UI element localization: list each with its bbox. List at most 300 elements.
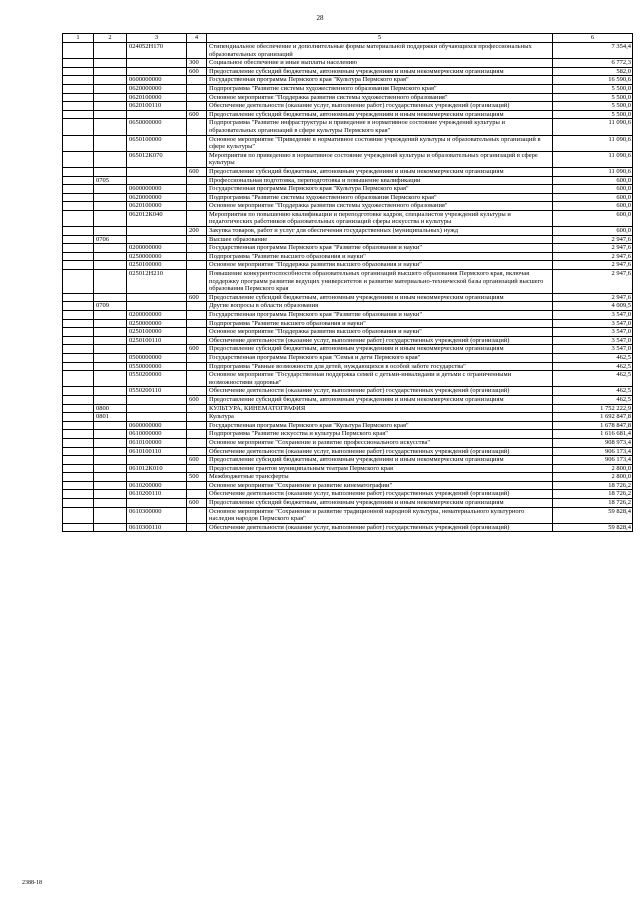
- table-row: [63, 456, 633, 465]
- section-code-cell: [63, 507, 94, 523]
- table-row: [63, 135, 633, 151]
- description-cell: Подпрограмма "Развитие инфраструктуры и приведение в нормативное состояние учреждений культуры и образовательных организаций в сфере культуры Пермского края": [207, 119, 553, 135]
- subsection-code-cell: [94, 421, 127, 430]
- amount-cell: 600,0: [553, 202, 633, 211]
- expense-type-cell: [187, 185, 207, 194]
- amount-cell: 2 947,6: [553, 244, 633, 253]
- target-article-cell: 0620100110: [127, 102, 187, 111]
- amount-cell: 462,5: [553, 362, 633, 371]
- table-row: [63, 430, 633, 439]
- expense-type-cell: 600: [187, 293, 207, 302]
- amount-cell: 2 947,6: [553, 261, 633, 270]
- subsection-code-cell: [94, 119, 127, 135]
- section-code-cell: [63, 202, 94, 211]
- footer-code: 2388-18: [22, 880, 42, 886]
- amount-cell: 906 173,4: [553, 456, 633, 465]
- section-code-cell: [63, 481, 94, 490]
- subsection-code-cell: [94, 135, 127, 151]
- header-cell: 1: [63, 34, 94, 43]
- expense-type-cell: [187, 481, 207, 490]
- section-code-cell: [63, 447, 94, 456]
- subsection-code-cell: [94, 227, 127, 236]
- target-article-cell: [127, 67, 187, 76]
- section-code-cell: [63, 336, 94, 345]
- expense-type-cell: [187, 84, 207, 93]
- expense-type-cell: [187, 311, 207, 320]
- amount-cell: 2 947,6: [553, 235, 633, 244]
- expense-type-cell: [187, 302, 207, 311]
- target-article-cell: 024052Н170: [127, 43, 187, 59]
- subsection-code-cell: [94, 464, 127, 473]
- description-cell: Государственная программа Пермского края "Культура Пермского края": [207, 421, 553, 430]
- table-row: [63, 473, 633, 482]
- target-article-cell: 0550200110: [127, 387, 187, 396]
- table-row: [63, 110, 633, 119]
- description-cell: Обеспечение деятельности (оказание услуг, выполнение работ) государственных учреждений (организаций): [207, 336, 553, 345]
- subsection-code-cell: [94, 252, 127, 261]
- table-row: [63, 481, 633, 490]
- header-cell: 5: [207, 34, 553, 43]
- expense-type-cell: [187, 490, 207, 499]
- section-code-cell: [63, 76, 94, 85]
- table-row: [63, 447, 633, 456]
- table-row: [63, 395, 633, 404]
- table-row: [63, 404, 633, 413]
- table-row: [63, 499, 633, 508]
- amount-cell: 600,0: [553, 185, 633, 194]
- subsection-code-cell: 0709: [94, 302, 127, 311]
- amount-cell: 59 828,4: [553, 523, 633, 532]
- description-cell: Подпрограмма "Равные возможности для детей, нуждающихся в особой заботе государства": [207, 362, 553, 371]
- description-cell: Социальное обеспечение и иные выплаты населению: [207, 59, 553, 68]
- expense-type-cell: [187, 447, 207, 456]
- section-code-cell: [63, 302, 94, 311]
- description-cell: Высшее образование: [207, 235, 553, 244]
- description-cell: Предоставление субсидий бюджетным, автономным учреждениям и иным некоммерческим организациям: [207, 167, 553, 176]
- amount-cell: 1 692 847,8: [553, 413, 633, 422]
- target-article-cell: 0610100000: [127, 438, 187, 447]
- target-article-cell: 0200000000: [127, 311, 187, 320]
- expense-type-cell: [187, 244, 207, 253]
- expense-type-cell: [187, 430, 207, 439]
- subsection-code-cell: [94, 151, 127, 167]
- description-cell: Межбюджетные трансферты: [207, 473, 553, 482]
- section-code-cell: [63, 473, 94, 482]
- target-article-cell: [127, 456, 187, 465]
- section-code-cell: [63, 244, 94, 253]
- description-cell: Обеспечение деятельности (оказание услуг, выполнение работ) государственных учреждений (организаций): [207, 523, 553, 532]
- subsection-code-cell: [94, 353, 127, 362]
- target-article-cell: 0250000000: [127, 319, 187, 328]
- description-cell: Подпрограмма "Развитие системы художественного образования Пермского края": [207, 84, 553, 93]
- target-article-cell: 0610300000: [127, 507, 187, 523]
- description-cell: Предоставление субсидий бюджетным, автономным учреждениям и иным некоммерческим организациям: [207, 110, 553, 119]
- expense-type-cell: 600: [187, 345, 207, 354]
- amount-cell: 3 547,0: [553, 311, 633, 320]
- description-cell: Основное мероприятие "Приведение в нормативное состояние учреждений культуры и образовательных организаций в сфере культуры": [207, 135, 553, 151]
- table-row: [63, 353, 633, 362]
- target-article-cell: 0620000000: [127, 84, 187, 93]
- target-article-cell: 0610200000: [127, 481, 187, 490]
- amount-cell: 3 547,0: [553, 336, 633, 345]
- amount-cell: 600,0: [553, 227, 633, 236]
- amount-cell: 600,0: [553, 176, 633, 185]
- amount-cell: 462,5: [553, 371, 633, 387]
- target-article-cell: 0650000000: [127, 119, 187, 135]
- expense-type-cell: [187, 252, 207, 261]
- subsection-code-cell: [94, 395, 127, 404]
- table-row: [63, 176, 633, 185]
- amount-cell: 6 772,3: [553, 59, 633, 68]
- subsection-code-cell: [94, 490, 127, 499]
- description-cell: Профессиональная подготовка, переподготовка и повышение квалификации: [207, 176, 553, 185]
- section-code-cell: [63, 135, 94, 151]
- amount-cell: 16 590,6: [553, 76, 633, 85]
- description-cell: Государственная программа Пермского края "Развитие образования и науки": [207, 311, 553, 320]
- section-code-cell: [63, 261, 94, 270]
- table-row: [63, 59, 633, 68]
- amount-cell: 11 090,6: [553, 167, 633, 176]
- amount-cell: 1 616 681,4: [553, 430, 633, 439]
- subsection-code-cell: [94, 371, 127, 387]
- subsection-code-cell: 0800: [94, 404, 127, 413]
- subsection-code-cell: [94, 202, 127, 211]
- expense-type-cell: [187, 135, 207, 151]
- expense-type-cell: [187, 176, 207, 185]
- expense-type-cell: [187, 523, 207, 532]
- expense-type-cell: [187, 438, 207, 447]
- target-article-cell: [127, 302, 187, 311]
- table-row: [63, 67, 633, 76]
- table-row: [63, 464, 633, 473]
- section-code-cell: [63, 371, 94, 387]
- description-cell: Основное мероприятие "Сохранение и развитие традиционной народной культуры, нематериального культурного наследия народов Пермского края": [207, 507, 553, 523]
- description-cell: Обеспечение деятельности (оказание услуг, выполнение работ) государственных учреждений (организаций): [207, 490, 553, 499]
- amount-cell: 2 947,6: [553, 252, 633, 261]
- table-row: [63, 413, 633, 422]
- section-code-cell: [63, 84, 94, 93]
- table-row: [63, 185, 633, 194]
- target-article-cell: [127, 473, 187, 482]
- expense-type-cell: [187, 235, 207, 244]
- expense-type-cell: [187, 362, 207, 371]
- description-cell: Подпрограмма "Развитие системы художественного образования Пермского края": [207, 193, 553, 202]
- section-code-cell: [63, 59, 94, 68]
- table-row: [63, 252, 633, 261]
- table-row: [63, 371, 633, 387]
- description-cell: Мероприятия по повышению квалификации и переподготовке кадров, специалистов учреждений культуры и педагогических работников образовательных организаций сферы искусства и культуры: [207, 210, 553, 226]
- header-row: [63, 34, 633, 43]
- target-article-cell: 0610300110: [127, 523, 187, 532]
- table-row: [63, 421, 633, 430]
- section-code-cell: [63, 319, 94, 328]
- target-article-cell: [127, 345, 187, 354]
- subsection-code-cell: [94, 481, 127, 490]
- section-code-cell: [63, 430, 94, 439]
- subsection-code-cell: [94, 43, 127, 59]
- subsection-code-cell: [94, 210, 127, 226]
- subsection-code-cell: [94, 430, 127, 439]
- target-article-cell: [127, 167, 187, 176]
- target-article-cell: [127, 59, 187, 68]
- expense-type-cell: [187, 319, 207, 328]
- expense-type-cell: [187, 507, 207, 523]
- description-cell: Предоставление субсидий бюджетным, автономным учреждениям и иным некоммерческим организациям: [207, 395, 553, 404]
- table-row: [63, 235, 633, 244]
- target-article-cell: 0550000000: [127, 362, 187, 371]
- subsection-code-cell: [94, 84, 127, 93]
- amount-cell: 59 828,4: [553, 507, 633, 523]
- expense-type-cell: 600: [187, 456, 207, 465]
- description-cell: Основное мероприятие "Поддержка развития системы художественного образования": [207, 202, 553, 211]
- expense-type-cell: [187, 336, 207, 345]
- section-code-cell: [63, 185, 94, 194]
- target-article-cell: 0620000000: [127, 193, 187, 202]
- section-code-cell: [63, 523, 94, 532]
- section-code-cell: [63, 395, 94, 404]
- table-row: [63, 523, 633, 532]
- subsection-code-cell: [94, 507, 127, 523]
- subsection-code-cell: [94, 311, 127, 320]
- description-cell: Обеспечение деятельности (оказание услуг, выполнение работ) государственных учреждений (организаций): [207, 102, 553, 111]
- section-code-cell: [63, 499, 94, 508]
- table-row: [63, 270, 633, 294]
- expense-type-cell: [187, 119, 207, 135]
- target-article-cell: [127, 110, 187, 119]
- section-code-cell: [63, 176, 94, 185]
- subsection-code-cell: [94, 167, 127, 176]
- expense-type-cell: 600: [187, 499, 207, 508]
- subsection-code-cell: [94, 193, 127, 202]
- table-row: [63, 76, 633, 85]
- table-row: [63, 336, 633, 345]
- subsection-code-cell: [94, 76, 127, 85]
- description-cell: Обеспечение деятельности (оказание услуг, выполнение работ) государственных учреждений (организаций): [207, 387, 553, 396]
- subsection-code-cell: [94, 261, 127, 270]
- expense-type-cell: [187, 43, 207, 59]
- target-article-cell: 062012К040: [127, 210, 187, 226]
- table-row: [63, 507, 633, 523]
- description-cell: Основное мероприятие "Поддержка развития системы художественного образования": [207, 93, 553, 102]
- expense-type-cell: [187, 387, 207, 396]
- amount-cell: 5 500,0: [553, 102, 633, 111]
- section-code-cell: [63, 464, 94, 473]
- subsection-code-cell: [94, 328, 127, 337]
- table-row: [63, 210, 633, 226]
- description-cell: Государственная программа Пермского края "Культура Пермского края": [207, 185, 553, 194]
- expense-type-cell: [187, 151, 207, 167]
- amount-cell: 4 009,5: [553, 302, 633, 311]
- expense-type-cell: [187, 353, 207, 362]
- description-cell: Мероприятия по приведению в нормативное состояние учреждений культуры и образовательных организаций в сфере культуры: [207, 151, 553, 167]
- section-code-cell: [63, 270, 94, 294]
- subsection-code-cell: [94, 345, 127, 354]
- section-code-cell: [63, 210, 94, 226]
- subsection-code-cell: [94, 447, 127, 456]
- target-article-cell: 0250100110: [127, 336, 187, 345]
- header-cell: 3: [127, 34, 187, 43]
- subsection-code-cell: [94, 270, 127, 294]
- table-row: [63, 387, 633, 396]
- amount-cell: 2 947,6: [553, 293, 633, 302]
- subsection-code-cell: [94, 473, 127, 482]
- target-article-cell: 065012К070: [127, 151, 187, 167]
- section-code-cell: [63, 93, 94, 102]
- section-code-cell: [63, 167, 94, 176]
- description-cell: Предоставление грантов муниципальным театрам Пермского края: [207, 464, 553, 473]
- target-article-cell: 0200000000: [127, 244, 187, 253]
- target-article-cell: 0250100000: [127, 261, 187, 270]
- expense-type-cell: 500: [187, 473, 207, 482]
- expense-type-cell: 600: [187, 167, 207, 176]
- amount-cell: 462,5: [553, 395, 633, 404]
- amount-cell: 18 726,2: [553, 490, 633, 499]
- description-cell: Культура: [207, 413, 553, 422]
- target-article-cell: 0600000000: [127, 185, 187, 194]
- expense-type-cell: [187, 371, 207, 387]
- description-cell: Основное мероприятие "Поддержка развития высшего образования и науки": [207, 261, 553, 270]
- section-code-cell: [63, 413, 94, 422]
- description-cell: Основное мероприятие "Сохранение и развитие кинематографии": [207, 481, 553, 490]
- subsection-code-cell: [94, 319, 127, 328]
- section-code-cell: [63, 387, 94, 396]
- subsection-code-cell: [94, 110, 127, 119]
- expense-type-cell: [187, 421, 207, 430]
- amount-cell: 2 800,0: [553, 464, 633, 473]
- expense-type-cell: [187, 93, 207, 102]
- description-cell: Предоставление субсидий бюджетным, автономным учреждениям и иным некоммерческим организациям: [207, 499, 553, 508]
- table-row: [63, 293, 633, 302]
- expense-type-cell: 200: [187, 227, 207, 236]
- section-code-cell: [63, 438, 94, 447]
- header-cell: 4: [187, 34, 207, 43]
- amount-cell: 582,0: [553, 67, 633, 76]
- section-code-cell: [63, 293, 94, 302]
- section-code-cell: [63, 43, 94, 59]
- description-cell: Стипендиальное обеспечение и дополнительные формы материальной поддержки обучающихся профессиональных образовательных организаций: [207, 43, 553, 59]
- table-row: [63, 311, 633, 320]
- target-article-cell: 0500000000: [127, 353, 187, 362]
- amount-cell: 3 547,0: [553, 345, 633, 354]
- section-code-cell: [63, 193, 94, 202]
- amount-cell: 7 354,4: [553, 43, 633, 59]
- description-cell: Основное мероприятие "Сохранение и развитие профессионального искусства": [207, 438, 553, 447]
- amount-cell: 600,0: [553, 210, 633, 226]
- section-code-cell: [63, 362, 94, 371]
- amount-cell: 908 973,4: [553, 438, 633, 447]
- header-cell: 6: [553, 34, 633, 43]
- expense-type-cell: [187, 202, 207, 211]
- description-cell: Предоставление субсидий бюджетным, автономным учреждениям и иным некоммерческим организациям: [207, 293, 553, 302]
- description-cell: Государственная программа Пермского края "Культура Пермского края": [207, 76, 553, 85]
- target-article-cell: 0610000000: [127, 430, 187, 439]
- section-code-cell: [63, 235, 94, 244]
- description-cell: Предоставление субсидий бюджетным, автономным учреждениям и иным некоммерческим организациям: [207, 67, 553, 76]
- amount-cell: 906 173,4: [553, 447, 633, 456]
- section-code-cell: [63, 404, 94, 413]
- target-article-cell: [127, 395, 187, 404]
- expense-type-cell: [187, 464, 207, 473]
- section-code-cell: [63, 311, 94, 320]
- amount-cell: 462,5: [553, 353, 633, 362]
- target-article-cell: [127, 176, 187, 185]
- table-row: [63, 319, 633, 328]
- amount-cell: 18 726,2: [553, 499, 633, 508]
- target-article-cell: 0650100000: [127, 135, 187, 151]
- table-row: [63, 84, 633, 93]
- subsection-code-cell: [94, 293, 127, 302]
- description-cell: Повышение конкурентоспособности образовательных организаций высшего образования Пермского края, включая поддержку программ развития ведущих университетов и развитие материально-технической базы организаций высшего образования Пермского края: [207, 270, 553, 294]
- page-number: 28: [316, 14, 324, 22]
- table-row: [63, 490, 633, 499]
- target-article-cell: 0600000000: [127, 76, 187, 85]
- expense-type-cell: [187, 76, 207, 85]
- table-row: [63, 345, 633, 354]
- amount-cell: 3 547,0: [553, 319, 633, 328]
- description-cell: Предоставление субсидий бюджетным, автономным учреждениям и иным некоммерческим организациям: [207, 456, 553, 465]
- amount-cell: 5 500,0: [553, 110, 633, 119]
- expense-type-cell: [187, 413, 207, 422]
- section-code-cell: [63, 328, 94, 337]
- target-article-cell: 0620100000: [127, 93, 187, 102]
- section-code-cell: [63, 421, 94, 430]
- target-article-cell: [127, 499, 187, 508]
- target-article-cell: [127, 227, 187, 236]
- budget-table: [62, 33, 633, 532]
- section-code-cell: [63, 353, 94, 362]
- section-code-cell: [63, 456, 94, 465]
- target-article-cell: [127, 413, 187, 422]
- expense-type-cell: [187, 193, 207, 202]
- amount-cell: 2 800,0: [553, 473, 633, 482]
- table-row: [63, 119, 633, 135]
- target-article-cell: [127, 293, 187, 302]
- subsection-code-cell: [94, 185, 127, 194]
- table-row: [63, 261, 633, 270]
- description-cell: Подпрограмма "Развитие высшего образования и науки": [207, 252, 553, 261]
- amount-cell: 1 678 847,8: [553, 421, 633, 430]
- description-cell: Подпрограмма "Развитие искусства и культуры Пермского края": [207, 430, 553, 439]
- table-row: [63, 227, 633, 236]
- description-cell: Основное мероприятие "Государственная поддержка семей с детьми-инвалидами и детьми с ограниченными возможностями здоровья": [207, 371, 553, 387]
- amount-cell: 18 726,2: [553, 481, 633, 490]
- subsection-code-cell: [94, 93, 127, 102]
- subsection-code-cell: [94, 523, 127, 532]
- section-code-cell: [63, 345, 94, 354]
- amount-cell: 2 947,6: [553, 270, 633, 294]
- target-article-cell: 0250000000: [127, 252, 187, 261]
- amount-cell: 5 500,0: [553, 93, 633, 102]
- target-article-cell: 0550200000: [127, 371, 187, 387]
- subsection-code-cell: [94, 102, 127, 111]
- table-row: [63, 193, 633, 202]
- amount-cell: 1 752 222,9: [553, 404, 633, 413]
- section-code-cell: [63, 227, 94, 236]
- expense-type-cell: [187, 210, 207, 226]
- section-code-cell: [63, 119, 94, 135]
- target-article-cell: 061012К010: [127, 464, 187, 473]
- description-cell: Закупка товаров, работ и услуг для обеспечения государственных (муниципальных) нужд: [207, 227, 553, 236]
- expense-type-cell: 300: [187, 59, 207, 68]
- amount-cell: 11 090,6: [553, 151, 633, 167]
- amount-cell: 3 547,0: [553, 328, 633, 337]
- description-cell: Подпрограмма "Развитие высшего образования и науки": [207, 319, 553, 328]
- table-row: [63, 438, 633, 447]
- target-article-cell: 025012Н210: [127, 270, 187, 294]
- target-article-cell: 0610100110: [127, 447, 187, 456]
- table-row: [63, 93, 633, 102]
- table-row: [63, 102, 633, 111]
